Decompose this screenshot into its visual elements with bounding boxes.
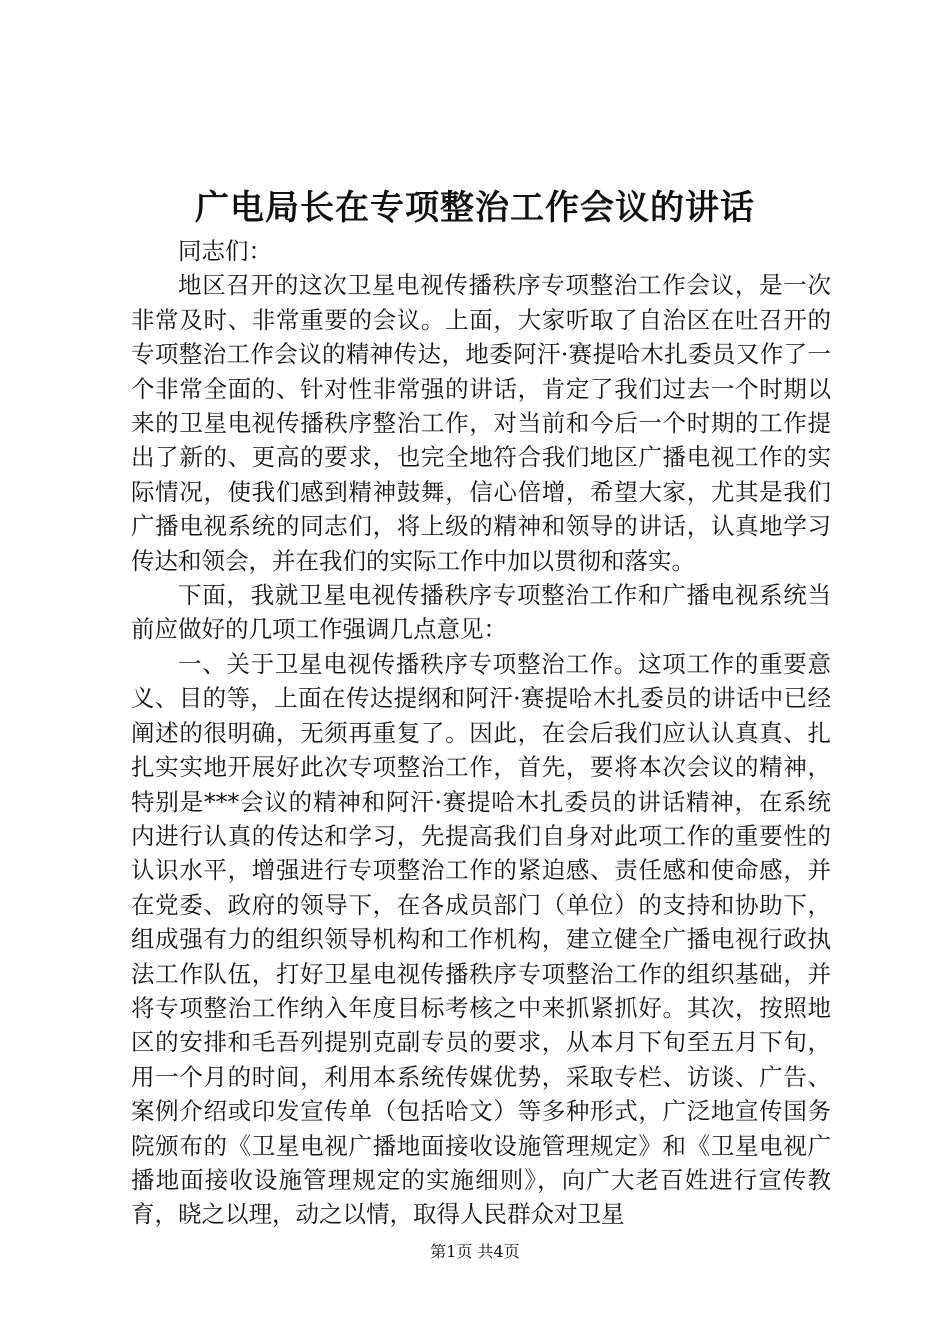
salutation-paragraph: 同志们： [178,237,272,265]
document-title: 广电局长在专项整治工作会议的讲话 [195,188,755,228]
document-body [131,234,831,1232]
page-number-footer: 第1页 共4页 [430,1242,520,1261]
body-paragraph: 下面，我就卫星电视传播秩序专项整治工作和广播电视系统当前应做好的几项工作强调几点意见： [131,581,831,644]
body-paragraph: 一、关于卫星电视传播秩序专项整治工作。这项工作的重要意义、目的等，上面在传达提纲和阿汗·赛提哈木扎委员的讲话中已经阐述的很明确，无须再重复了。因此，在会后我们应认认真真、扎扎实实地开展好此次专项整治工作，首先，要将本次会议的精神，特别是***会议的精神和阿汗·赛提哈木扎委员的讲话精神，在系统内进行认真的传达和学习，先提高我们自身对此项工作的重要性的认识水平，增强进行专项整治工作的紧迫感、责任感和使命感，并在党委、政府的领导下，在各成员部门（单位）的支持和协助下，组成强有力的组织领导机构和工作机构，建立健全广播电视行政执法工作队伍，打好卫星电视传播秩序专项整治工作的组织基础，并将专项整治工作纳入年度目标考核之中来抓紧抓好。其次，按照地区的安排和毛吾列提别克副专员的要求，从本月下旬至五月下旬，用一个月的时间，利用本系统传媒优势，采取专栏、访谈、广告、案例介绍或印发宣传单（包括哈文）等多种形式，广泛地宣传国务院颁布的《卫星电视广播地面接收设施管理规定》和《卫星电视广播地面接收设施管理规定的实施细则》，向广大老百姓进行宣传教育，晓之以理，动之以情，取得人民群众对卫星 [131,649,831,1229]
body-paragraph: 地区召开的这次卫星电视传播秩序专项整治工作会议，是一次非常及时、非常重要的会议。上面，大家听取了自治区在吐召开的专项整治工作会议的精神传达，地委阿汗·赛提哈木扎委员又作了一个非常全面的、针对性非常强的讲话，肯定了我们过去一个时期以来的卫星电视传播秩序整治工作，对当前和今后一个时期的工作提出了新的、更高的要求，也完全地符合我们地区广播电视工作的实际情况，使我们感到精神鼓舞，信心倍增，希望大家，尤其是我们广播电视系统的同志们，将上级的精神和领导的讲话，认真地学习传达和领会，并在我们的实际工作中加以贯彻和落实。 [131,271,831,575]
